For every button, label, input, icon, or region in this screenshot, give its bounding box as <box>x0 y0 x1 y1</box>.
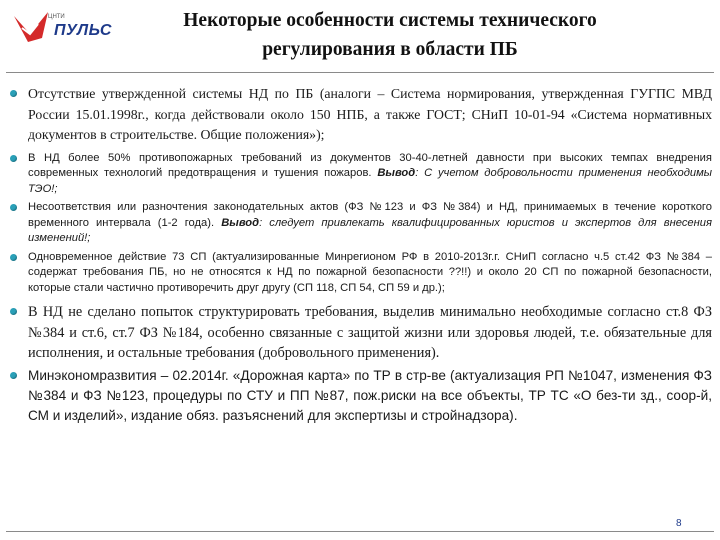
item-text: В НД не сделано попыток структурировать требования, выделив минимально необходимые согласно ст.8 ФЗ №384 и ст.6, ст.7 ФЗ №184, особенно связанные с защитой жизни или здоровья людей, т.е. обязательные для исполнения, и остальные требования (добровольного применения). <box>28 304 712 361</box>
bullet-icon <box>10 308 17 315</box>
item-body: В НД более 50% противопожарных требований из документов 30-40-летней давности при высоких темпах внедрения современных технологий предотвращения и тушения пожаров. <box>28 151 712 179</box>
logo-subtext: ЦНТИ <box>48 14 65 20</box>
bullet-list <box>10 84 712 426</box>
logo-text: ПУЛЬС <box>54 22 112 39</box>
bullet-icon <box>10 372 17 379</box>
item-body: Несоответствия или разночтения законодательных актов (ФЗ №123 и ФЗ №384) и НД, принимаемых в течение короткого временного интервала (1-2 года). <box>28 201 712 229</box>
item-text: Одновременное действие 73 СП (актуализированные Минрегионом РФ в 2010-2013г.г. СНиП согласно ч.5 ст.42 ФЗ №384 – содержат требования ПБ, но не относятся к НД по пожарной безопасности ??!!) и около 20 СП по пожарной безопасности, которые стали частично противоречить друг другу (СП 118, СП 54, СП 59 и др.); <box>28 250 712 294</box>
conclusion-label: Вывод <box>377 167 416 179</box>
top-divider <box>6 72 714 73</box>
conclusion-text: : С учетом добровольности применения необходимы ТЭО!; <box>28 167 713 195</box>
conclusion-text: : следует привлекать квалифицированных юристов и экспертов для внесения изменений!; <box>28 216 712 244</box>
logo <box>8 8 120 48</box>
list-item <box>10 250 712 297</box>
list-item <box>10 151 712 198</box>
bottom-divider <box>6 531 714 532</box>
page-number: 8 <box>676 518 682 529</box>
slide-title-line-2: регулирования в области ПБ <box>262 39 518 60</box>
item-text: Отсутствие утвержденной системы НД по ПБ (аналоги – Система нормирования, утвержденная ГУГПС МВД России 15.01.1998г., когда действовали около 150 НПБ, а также ГОСТ; СНиП 10-01-94 «Система нормативных документов в строительстве. Общие положения»); <box>28 86 712 142</box>
slide-title-line-1: Некоторые особенности системы технического <box>183 10 597 31</box>
list-item <box>10 302 712 364</box>
item-text <box>28 200 712 247</box>
item-text: Минэкономразвития – 02.2014г. «Дорожная карта» по ТР в стр-ве (актуализация РП №1047, изменения ФЗ №384 и ФЗ №123, процедуры по СТУ и ПП №87, пож.риски на все объекты, ТР ТС «О без-ти зд., соор-й, СМ и изделий», издание обяз. разъяснений для экспертизы и стройнадзора). <box>28 367 712 423</box>
bullet-icon <box>10 90 17 97</box>
conclusion-label: Вывод <box>221 216 260 229</box>
bullet-icon <box>10 204 17 211</box>
slide-title <box>150 6 630 64</box>
bullet-icon <box>10 155 17 162</box>
list-item <box>10 84 712 146</box>
list-item <box>10 366 712 426</box>
item-text <box>28 151 712 198</box>
bullet-icon <box>10 254 17 261</box>
list-item <box>10 200 712 247</box>
